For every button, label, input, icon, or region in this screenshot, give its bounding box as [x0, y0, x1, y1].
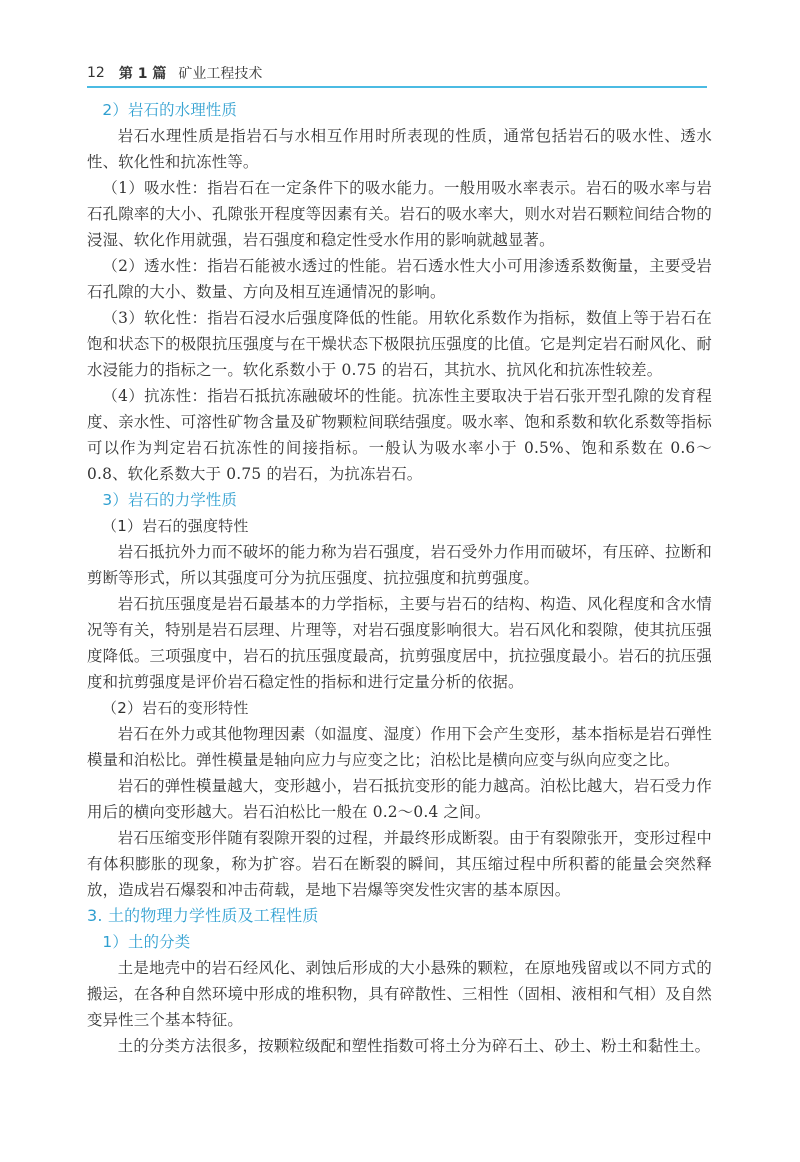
paragraph: 岩石抗压强度是岩石最基本的力学指标，主要与岩石的结构、构造、风化程度和含水情况等有关，特别是岩石层理、片理等，对岩石强度影响很大。岩石风化和裂隙，使其抗压强度降低。三项强度中，岩石的抗压强度最高，抗剪强度居中，抗拉强度最小。岩石的抗压强度和抗剪强度是评价岩石稳定性的指标和进行定量分析的依据。: [87, 595, 712, 691]
page-header: [87, 62, 707, 84]
page-content: [87, 97, 712, 1059]
subsection-heading: （2）岩石的变形特性: [102, 699, 249, 717]
part-label: 第 1 篇: [118, 66, 167, 82]
paragraph: （2）透水性：指岩石能被水透过的性能。岩石透水性大小可用渗透系数衡量，主要受岩石孔隙的大小、数量、方向及相互连通情况的影响。: [87, 257, 712, 301]
page-number: 12: [87, 65, 105, 81]
chapter-section-heading: 3. 土的物理力学性质及工程性质: [87, 906, 319, 925]
part-title: 矿业工程技术: [178, 66, 263, 82]
paragraph: （4）抗冻性：指岩石抵抗冻融破坏的性能。抗冻性主要取决于岩石张开型孔隙的发育程度、亲水性、可溶性矿物含量及矿物颗粒间联结强度。吸水率、饱和系数和软化系数等指标可以作为判定岩石抗冻性的间接指标。一般认为吸水率小于 0.5%、饱和系数在 0.6～0.8、软化系数大于 0.75 的岩石，为抗冻岩石。: [87, 387, 712, 483]
paragraph: （1）吸水性：指岩石在一定条件下的吸水能力。一般用吸水率表示。岩石的吸水率与岩石孔隙率的大小、孔隙张开程度等因素有关。岩石的吸水率大，则水对岩石颗粒间结合物的浸湿、软化作用就强，岩石强度和稳定性受水作用的影响就越显著。: [87, 179, 712, 249]
paragraph: 岩石水理性质是指岩石与水相互作用时所表现的性质，通常包括岩石的吸水性、透水性、软化性和抗冻性等。: [87, 127, 712, 171]
paragraph: 岩石抵抗外力而不破坏的能力称为岩石强度，岩石受外力作用而破坏，有压碎、拉断和剪断等形式，所以其强度可分为抗压强度、抗拉强度和抗剪强度。: [87, 543, 712, 587]
paragraph: 岩石的弹性模量越大，变形越小，岩石抵抗变形的能力越高。泊松比越大，岩石受力作用后的横向变形越大。岩石泊松比一般在 0.2～0.4 之间。: [87, 777, 712, 821]
paragraph: 岩石在外力或其他物理因素（如温度、湿度）作用下会产生变形，基本指标是岩石弹性模量和泊松比。弹性模量是轴向应力与应变之比；泊松比是横向应变与纵向应变之比。: [87, 725, 712, 769]
paragraph: 岩石压缩变形伴随有裂隙开裂的过程，并最终形成断裂。由于有裂隙张开，变形过程中有体积膨胀的现象，称为扩容。岩石在断裂的瞬间，其压缩过程中所积蓄的能量会突然释放，造成岩石爆裂和冲击荷载，是地下岩爆等突发性灾害的基本原因。: [87, 829, 712, 899]
subsection-heading: （1）岩石的强度特性: [102, 517, 249, 535]
paragraph: 土是地壳中的岩石经风化、剥蚀后形成的大小悬殊的颗粒，在原地残留或以不同方式的搬运，在各种自然环境中形成的堆积物，具有碎散性、三相性（固相、液相和气相）及自然变异性三个基本特征。: [87, 959, 712, 1029]
section-heading: 3）岩石的力学性质: [102, 491, 238, 509]
paragraph: 土的分类方法很多，按颗粒级配和塑性指数可将土分为碎石土、砂土、粉土和黏性土。: [117, 1037, 711, 1055]
paragraph: （3）软化性：指岩石浸水后强度降低的性能。用软化系数作为指标，数值上等于岩石在饱和状态下的极限抗压强度与在干燥状态下极限抗压强度的比值。它是判定岩石耐风化、耐水浸能力的指标之一。软化系数小于 0.75 的岩石，其抗水、抗风化和抗冻性较差。: [87, 309, 712, 379]
section-heading: 2）岩石的水理性质: [102, 101, 238, 119]
header-rule: [87, 86, 707, 88]
section-heading: 1）土的分类: [102, 933, 191, 951]
